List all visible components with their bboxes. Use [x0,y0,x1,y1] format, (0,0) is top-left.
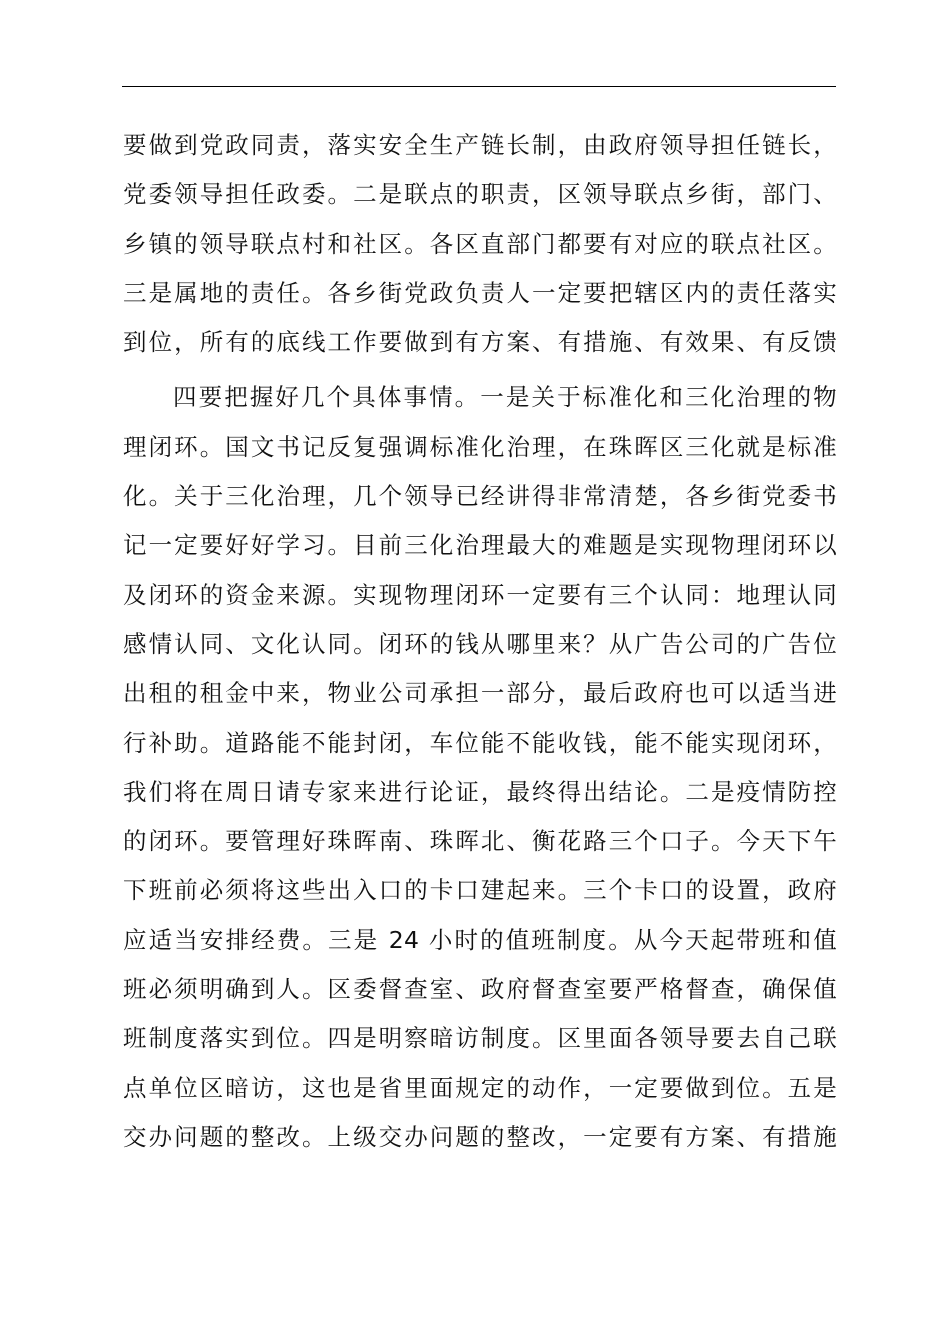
text-line: 应适当安排经费。三是 24 小时的值班制度。从今天起带班和值 [123,925,837,954]
text-line: 乡镇的领导联点村和社区。各区直部门都要有对应的联点社区。 [123,229,837,258]
text-line: 四要把握好几个具体事情。一是关于标准化和三化治理的物 [173,383,837,412]
text-line: 化。关于三化治理，几个领导已经讲得非常清楚，各乡街党委书 [123,482,837,511]
text-line: 感情认同、文化认同。闭环的钱从哪里来？从广告公司的广告位 [123,629,837,658]
text-line: 交办问题的整改。上级交办问题的整改，一定要有方案、有措施 [123,1122,837,1151]
text-line: 出租的租金中来，物业公司承担一部分，最后政府也可以适当进 [123,679,837,708]
paragraph-1 [123,121,837,367]
text-line: 记一定要好好学习。目前三化治理最大的难题是实现物理闭环以 [123,531,837,560]
text-line: 班必须明确到人。区委督查室、政府督查室要严格督查，确保值 [123,975,837,1004]
text-line: 三是属地的责任。各乡街党政负责人一定要把辖区内的责任落实 [123,278,837,307]
text-line: 班制度落实到位。四是明察暗访制度。区里面各领导要去自己联 [123,1024,837,1053]
text-line: 点单位区暗访，这也是省里面规定的动作，一定要做到位。五是 [123,1073,837,1102]
text-line: 党委领导担任政委。二是联点的职责，区领导联点乡街，部门、 [123,180,837,209]
text-line: 到位，所有的底线工作要做到有方案、有措施、有效果、有反馈 [123,328,837,357]
document-body [123,121,837,1162]
text-line: 要做到党政同责，落实安全生产链长制，由政府领导担任链长， [123,131,837,159]
text-line: 我们将在周日请专家来进行论证，最终得出结论。二是疫情防控 [123,777,837,806]
header-rule [122,86,836,87]
text-line: 行补助。道路能不能封闭，车位能不能收钱，能不能实现闭环， [123,728,837,757]
text-line: 下班前必须将这些出入口的卡口建起来。三个卡口的设置，政府 [123,876,837,905]
text-line: 的闭环。要管理好珠晖南、珠晖北、衡花路三个口子。今天下午 [123,827,837,856]
text-line: 及闭环的资金来源。实现物理闭环一定要有三个认同：地理认同 [123,580,837,609]
paragraph-2 [123,373,837,1162]
text-line: 理闭环。国文书记反复强调标准化治理，在珠晖区三化就是标准 [123,432,837,461]
